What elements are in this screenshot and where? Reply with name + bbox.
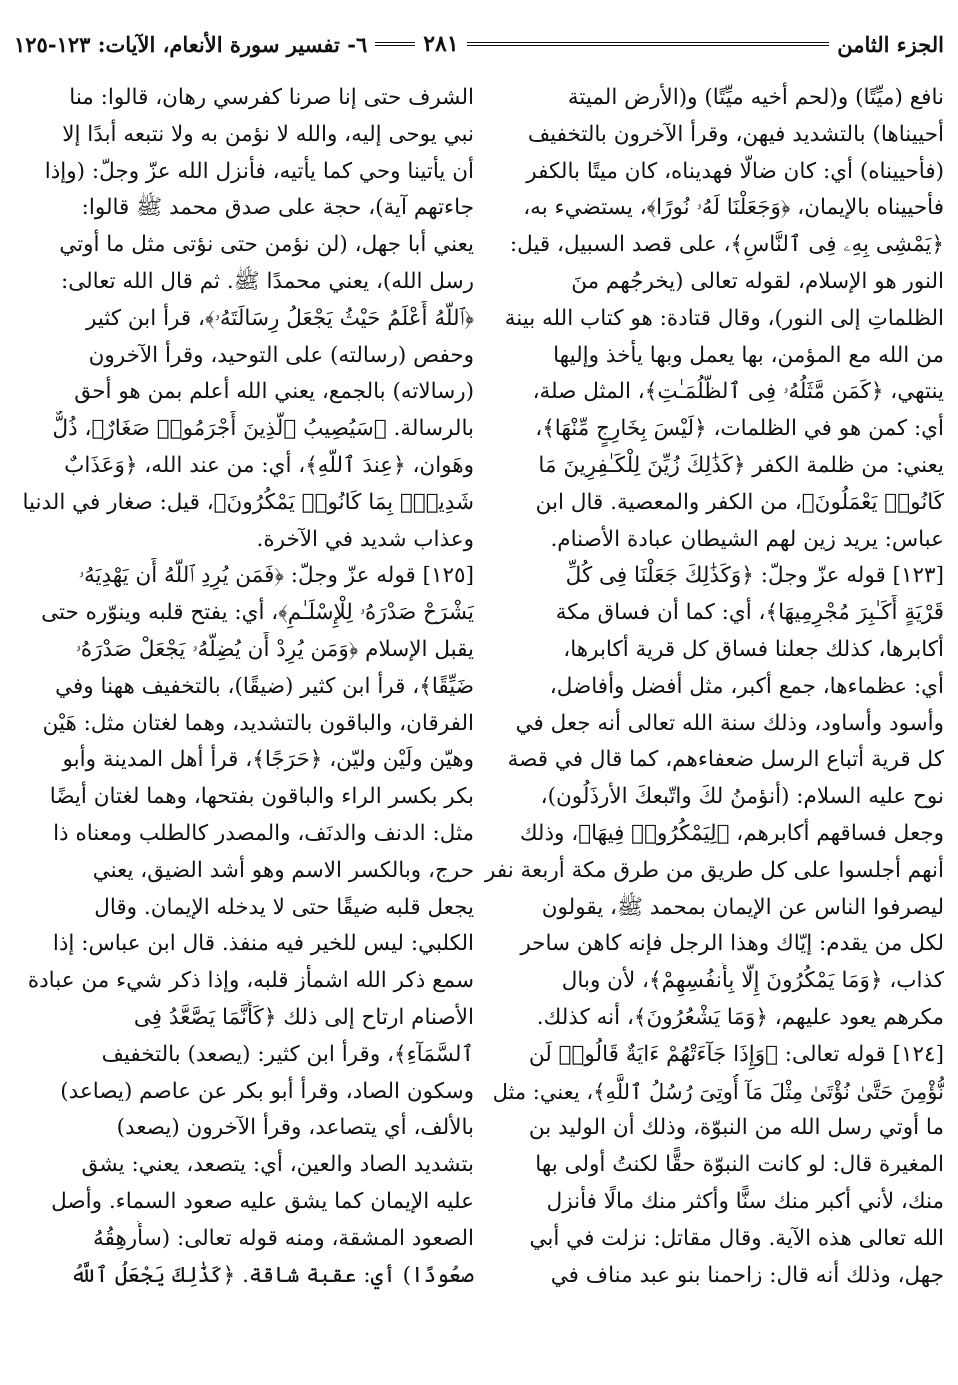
text-line: الأصنام ارتاح إلى ذلك ﴿كَأَنَّمَا يَصَّعَّدُ فِى [133,1004,474,1030]
text-line: قَرْيَةٍ أَكَـٰبِرَ مُجْرِمِيهَا﴾، أي: كما أن فساق مكة [555,600,944,626]
text-line: وأسود وأساود، وذلك سنة الله تعالى أنه جعل في [515,710,944,736]
text-line: (رسالاته) بالجمع، يعني الله أعلم بمن هو أحق [74,379,474,405]
text-line: ٱلسَّمَآءِ﴾، وقرأ ابن كثير: (يصعد) بالتخفيف [101,1041,474,1067]
text-line: من الله مع المؤمن، بها يعمل وبها يأخذ وإليها [553,342,944,368]
text-line: نوح عليه السلام: (أنؤمنُ لكَ واتّبعكَ الأرذَلُون)، [540,784,944,810]
text-line: مثل: الدنف والدنَف، والمصدر كالطلب ومعناه ذا [53,820,474,846]
text-line: شَدِيدٌۢ بِمَا كَانُوا۟ يَمْكُرُونَ﴾، قيل: صغار في الدنيا [22,489,474,515]
text-line: ضَيِّقًا﴾، قرأ ابن كثير (ضيقًا)، بالتخفيف ههنا وفي [55,673,474,699]
text-line: الكلبي: ليس للخير فيه منفذ. قال ابن عباس: إذا [52,931,474,957]
header-rule-short [375,42,415,46]
text-line: (فأحييناه) أي: كان ضالًّا فهديناه، كان ميتًا بالكفر [526,158,944,184]
text-line: فأحييناه بالإيمان، ﴿وَجَعَلْنَا لَهُۥ نُورًا﴾، يستضيء به، [523,195,944,221]
text-line: ﴿ٱللَّهُ أَعْلَمُ حَيْثُ يَجْعَلُ رِسَالَتَهُۥ﴾، قرأ ابن كثير [86,305,474,331]
text-line: بتشديد الصاد والعين، أي: يتصعد، يعني: يشق [81,1152,474,1178]
text-line: أنهم أجلسوا على كل طريق من طرق مكة أربعة نفر [484,857,944,883]
text-line: نافع (ميِّتًا) و(لحم أخيه ميِّتًا) و(الأرض الميتة [567,85,944,110]
text-line: وحفص (رسالته) على التوحيد، وقرأ الآخرون [88,342,474,368]
text-line: نُّؤْمِنَ حَتَّىٰ نُؤْتَىٰ مِثْلَ مَآ أُوتِىَ رُسُلُ ٱللَّهِ﴾، يعني: مثل [492,1079,944,1104]
text-line: وسكون الصاد، وقرأ أبو بكر عن عاصم (يصاعد) [60,1078,474,1104]
header-rule [467,42,830,46]
text-line: كذاب، ﴿وَمَا يَمْكُرُونَ إِلَّا بِأَنفُسِهِمْ﴾، لأن وبال [561,968,944,994]
text-line: كَانُوا۟ يَعْمَلُونَ﴾، من الكفر والمعصية. قال ابن [535,489,944,515]
text-line: أحييناها) بالتشديد فيهن، وقرأ الآخرون بالتخفيف [527,121,944,147]
text-line: ما أوتي رسل الله من النبوّة، وذلك أن الوليد بن [528,1115,944,1141]
page-header [14,28,944,60]
text-line: وهَوان، ﴿عِندَ ٱللَّهِ﴾، أي: من عند الله، ﴿وَعَذَابٌ [64,452,474,478]
text-line: ﴿يَمْشِى بِهِۦ فِى ٱلنَّاسِ﴾، على قصد السبيل، قيل: [509,232,944,258]
text-line: جاءتهم آية)، حجة على صدق محمد ﷺ قالوا: [81,195,474,221]
text-line: أي: عظماءها، جمع أكبر، مثل أفضل وأفاضل، [549,673,944,699]
text-line: بالرسالة. ﴿سَيُصِيبُ ٱلَّذِينَ أَجْرَمُوا۟ صَغَارٌ﴾، ذُلٌّ [52,416,474,442]
text-line: رسل الله)، يعني محمدًا ﷺ. ثم قال الله تعالى: [60,268,474,294]
text-line: كل قرية أتباع الرسل ضعفاءهم، كما قال في قصة [507,747,944,773]
text-line: أكابرها، كذلك جعلنا فساق كل قرية أكابرها، [563,636,944,662]
text-line: وهيّن ولَيْن وليّن، ﴿حَرَجًا﴾، قرأ أهل المدينة وأبو [62,747,474,773]
text-line: يعني: من ظلمة الكفر ﴿كَذَٰلِكَ زُيِّنَ لِلْكَـٰفِرِينَ مَا [538,452,944,478]
text-line: عليه الإيمان كما يشق عليه صعود السماء. وأصل [51,1188,474,1214]
text-line: بكر بكسر الراء والباقون بفتحها، وهما لغتان أيضًا [49,784,474,810]
right-text-column [484,80,944,1380]
text-line: نبي يوحى إليه، والله لا نؤمن به ولا نتبعه أبدًا إلا [62,121,474,147]
text-line: [١٢٤] قوله تعالى: ﴿وَإِذَا جَآءَتْهُمْ ءَايَةٌ قَالُوا۟ لَن [528,1041,944,1067]
text-line: وعذاب شديد في الآخرة. [256,526,474,552]
text-line: منك، لأني أكبر منك سنًّا وأكثر منك مالًا فأنزل [546,1188,944,1214]
text-line: [١٢٣] قوله عزّ وجلّ: ﴿وَكَذَٰلِكَ جَعَلْنَا فِى كُلِّ [565,563,944,589]
text-line: [١٢٥] قوله عزّ وجلّ: ﴿فَمَن يُرِدِ ٱللَّهُ أَن يَهْدِيَهُۥ [78,563,474,589]
text-line: يقبل الإسلام ﴿وَمَن يُرِدْ أَن يُضِلَّهُۥ يَجْعَلْ صَدْرَهُۥ [75,636,474,662]
text-line: حرج، وبالكسر الاسم وهو أشد الضيق، يعني [92,857,474,883]
text-line: ليصرفوا الناس عن الإيمان بمحمد ﷺ، يقولون [541,894,944,920]
text-line: جهل، وذلك أنه قال: زاحمنا بنو عبد مناف في [550,1262,944,1288]
text-line: عباس: يريد زين لهم الشيطان عبادة الأصنام. [550,526,944,552]
text-line: يَشْرَحْ صَدْرَهُۥ لِلْإِسْلَـٰمِ﴾، أي: يفتح قلبه وينوّره حتى [41,600,474,626]
text-line: المغيرة قال: لو كانت النبوّة حقًّا لكنتُ أولى بها [535,1152,944,1178]
text-line: الظلماتِ إلى النور)، وقال قتادة: هو كتاب الله بينة [504,305,944,331]
text-line: وجعل فساقهم أكابرهم، ﴿لِيَمْكُرُوا۟ فِيهَا﴾، وذلك [519,820,944,846]
part-title: الجزء الثامن [837,31,944,57]
text-line: سمع ذكر الله اشمأز قلبه، وإذا ذكر شيء من عبادة [27,968,474,994]
text-line: لكل من يقدم: إيّاك وهذا الرجل فإنه كاهن ساحر [520,931,944,957]
text-line: ينتهي، ﴿كَمَن مَّثَلُهُۥ فِى ٱلظُّلُمَـٰتِ﴾، المثل صلة، [532,379,944,405]
text-line: بالألف، أي يتصاعد، وقرأ الآخرون (يصعد) [116,1115,474,1141]
chapter-title: ٦- تفسير سورة الأنعام، الآيات: ١٢٣-١٢٥ [14,31,368,57]
left-text-column [14,80,474,1380]
text-line: النور هو الإسلام، لقوله تعالى (يخرجُهم منَ [571,268,944,294]
text-line: يعني أبا جهل، (لن نؤمن حتى نؤتى مثل ما أوتي [59,232,474,258]
text-line: أن يأتينا وحي كما يأتيه، فأنزل الله عزّ وجلّ: (وإذا [44,158,474,184]
text-line: الصعود المشقة، ومنه قوله تعالى: (سأُرهِقُهُ [93,1225,474,1251]
page-number: ٢٨١ [423,31,459,57]
text-line: أي: كمن هو في الظلمات، ﴿لَيْسَ بِخَارِجٍ مِّنْهَا﴾، [535,416,944,442]
text-line: يجعل قلبه ضيقًا حتى لا يدخله الإيمان. وقال [94,894,474,920]
text-line: صعُودًا) أي: عقبة شاقة. ﴿كَذَٰلِكَ يَجْعَلُ ٱللَّهُ [70,1262,474,1288]
text-line: مكرهم يعود عليهم، ﴿وَمَا يَشْعُرُونَ﴾، أنه كذلك. [536,1004,944,1030]
text-line: الله تعالى هذه الآية. وقال مقاتل: نزلت في أبي [529,1225,944,1251]
text-line: الفرقان، والباقون بالتشديد، وهما لغتان مثل: هَيْن [42,710,474,736]
text-line: الشرف حتى إنا صرنا كفرسي رهان، قالوا: منا [69,85,474,110]
